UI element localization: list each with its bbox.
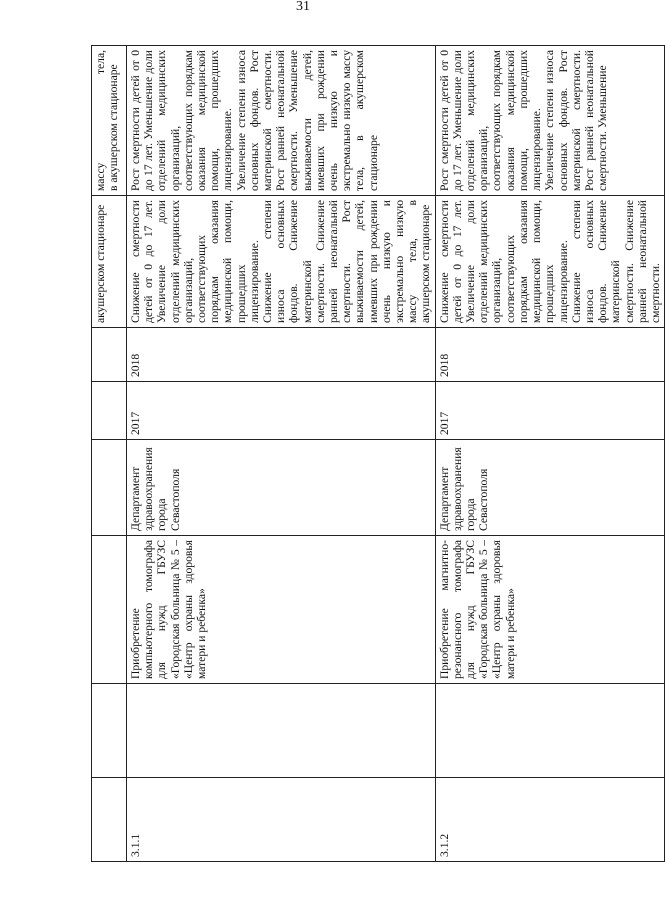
cell-result: акушерском стационаре [92, 196, 127, 328]
cell-executor [92, 440, 127, 536]
program-measures-table [91, 45, 665, 862]
cell-result: Снижение смертности детей от 0 до 17 лет. Увеличение доли отделений медицинских организаций, соответствующих порядкам оказания медицинской помощи, прошедших лицензирование. Снижение степени износа основных фондов. Снижение материнской смертности. Снижение ранней неонатальной смертности. Рост выживаемости детей, имевших при рождении очень низкую и экстремально низкую массу тела, в акушерском стационаре [127, 196, 436, 328]
page-number: 31 [296, 0, 310, 14]
table-row-continued [92, 46, 127, 862]
cell-num: 3.1.2 [435, 778, 664, 862]
cell-indicator [92, 46, 127, 196]
cell-blank [127, 684, 436, 778]
cell-start [92, 382, 127, 440]
cell-end: 2018 [127, 328, 436, 382]
table-row [435, 46, 664, 862]
cell-name: Приобретение компьютерного томографа для нужд ГБУЗС «Городская больница № 5 – «Центр охраны здоровья матери и ребенка» [127, 536, 436, 684]
cell-blank [92, 684, 127, 778]
cell-indicator: Рост смертности детей от 0 до 17 лет. Уменьшение доли отделений медицинских организаций, соответствующих порядкам оказания медицинской помощи, прошедших лицензирование. Увеличение степени износа основных фондов. Рост материнской смертности. Рост ранней неонатальной смертности. Уменьшение выживаемости детей, имевших при рождении очень низкую и экстремально низкую массу тела, в акушерском стационаре [127, 46, 436, 196]
cell-executor: Департамент здравоохранения города Севастополя [127, 440, 436, 536]
cell-name: Приобретение магнитно-резонансного томографа для нужд ГБУЗС «Городская больница № 5 – «Центр охраны здоровья матери и ребенка» [435, 536, 664, 684]
cell-start: 2017 [127, 382, 436, 440]
cell-indicator: Рост смертности детей от 0 до 17 лет. Уменьшение доли отделений медицинских организаций, соответствующих порядкам оказания медицинской помощи, прошедших лицензирование. Увеличение степени износа основных фондов. Рост материнской смертности. Рост ранней неонатальной смертности. Уменьшение [435, 46, 664, 196]
indicator-line: в акушерском стационаре [107, 64, 121, 191]
cell-start: 2017 [435, 382, 664, 440]
table-row [127, 46, 436, 862]
cell-result: Снижение смертности детей от 0 до 17 лет. Увеличение доли отделений медицинских организаций, соответствующих порядкам оказания медицинской помощи, прошедших лицензирование. Снижение степени износа основных фондов. Снижение материнской смертности. Снижение ранней неонатальной смертности. [435, 196, 664, 328]
cell-blank [435, 684, 664, 778]
cell-num [92, 778, 127, 862]
rotated-table-content [91, 46, 662, 862]
cell-end [92, 328, 127, 382]
cell-end: 2018 [435, 328, 664, 382]
cell-name [92, 536, 127, 684]
cell-num: 3.1.1 [127, 778, 436, 862]
indicator-line: массу тела, [94, 50, 107, 191]
rotated-table-frame [91, 46, 662, 862]
cell-executor: Департамент здравоохранения города Севастополя [435, 440, 664, 536]
